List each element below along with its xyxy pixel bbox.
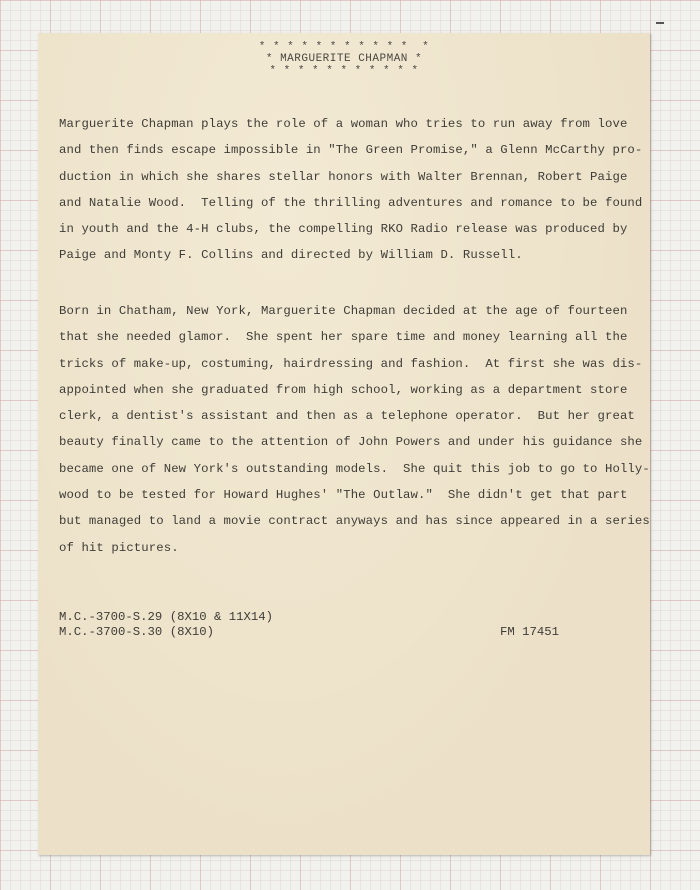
header-stars-top: * * * * * * * * * * * * [258, 41, 430, 53]
header-title: * MARGUERITE CHAPMAN * [265, 53, 423, 65]
catalog-line-1: M.C.-3700-S.29 (8X10 & 11X14) [59, 610, 274, 624]
paragraph-line: tricks of make-up, costuming, hairdressing and fashion. At first she was dis- [59, 356, 643, 371]
typed-document-sheet [38, 33, 650, 855]
registration-mark [656, 22, 664, 24]
catalog-line-2: M.C.-3700-S.30 (8X10) [59, 625, 214, 639]
paragraph-line: beauty finally came to the attention of John Powers and under his guidance she [59, 435, 643, 450]
catalog-numbers [59, 610, 273, 640]
paragraph-line: of hit pictures. [59, 540, 179, 555]
paragraph-line: wood to be tested for Howard Hughes' "The Outlaw." She didn't get that part [59, 488, 628, 503]
paragraph-biography [59, 298, 650, 561]
paragraph-line: appointed when she graduated from high school, working as a department store [59, 382, 628, 397]
paragraph-line: but managed to land a movie contract anyways and has since appeared in a series [59, 514, 650, 529]
paragraph-line: that she needed glamor. She spent her spare time and money learning all the [59, 330, 628, 345]
paragraph-line: Born in Chatham, New York, Marguerite Chapman decided at the age of fourteen [59, 304, 628, 318]
paragraph-line: became one of New York's outstanding models. She quit this job to go to Holly- [59, 461, 650, 476]
paragraph-line: in youth and the 4-H clubs, the compelling RKO Radio release was produced by [59, 222, 628, 237]
paragraph-line: and then finds escape impossible in "The Green Promise," a Glenn McCarthy pro- [59, 143, 643, 158]
document-header [38, 41, 650, 77]
fm-number: FM 17451 [500, 625, 560, 639]
paragraph-line: Marguerite Chapman plays the role of a woman who tries to run away from love [59, 117, 628, 131]
paragraph-line: and Natalie Wood. Telling of the thrilling adventures and romance to be found [59, 195, 643, 210]
paragraph-line: Paige and Monty F. Collins and directed by William D. Russell. [59, 248, 523, 263]
paragraph-green-promise [59, 111, 642, 269]
paragraph-line: clerk, a dentist's assistant and then as a telephone operator. But her great [59, 409, 635, 424]
paragraph-line: duction in which she shares stellar honors with Walter Brennan, Robert Paige [59, 169, 628, 184]
header-stars-bottom: * * * * * * * * * * * [269, 65, 419, 77]
